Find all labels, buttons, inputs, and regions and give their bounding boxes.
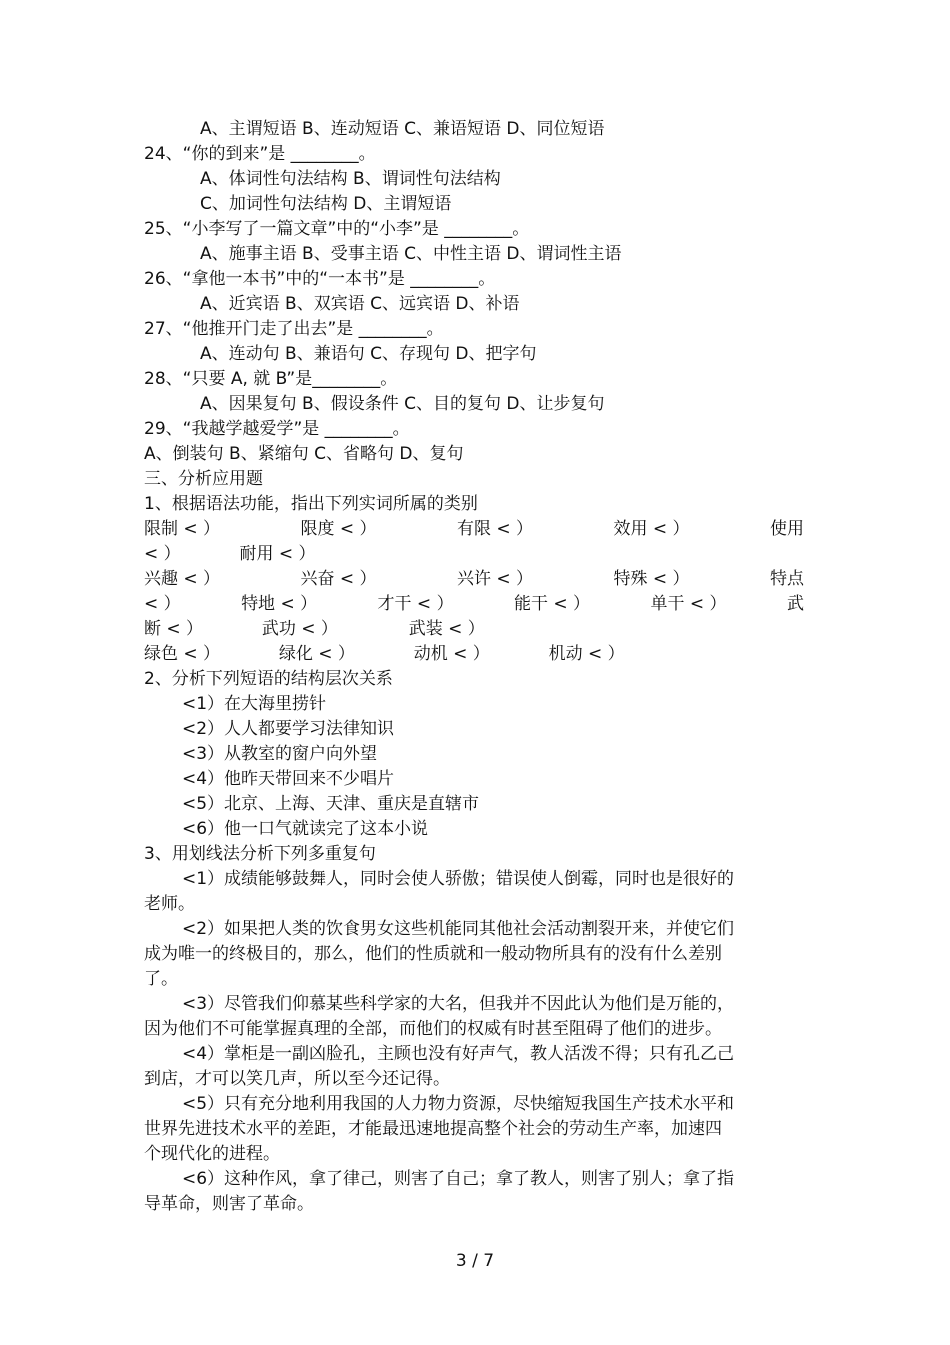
phrase-item: <4）他昨天带回来不少唱片: [182, 769, 395, 789]
word-item: 单干 < ）: [650, 594, 727, 614]
q26-stem: 26、“拿他一本书”中的“一本书”是 ________。: [144, 269, 496, 289]
word-item: 特殊 < ）: [613, 569, 690, 589]
paragraph-line: <4）掌柜是一副凶脸孔，主顾也没有好声气，教人活泼不得；只有孔乙己: [182, 1044, 735, 1064]
word-item: 绿色 < ）: [144, 644, 221, 664]
word-row-4: [144, 643, 625, 665]
paragraph-line: <2）如果把人类的饮食男女这些机能同其他社会活动割裂开来，并使它们: [182, 919, 735, 939]
section-title: 三、分析应用题: [144, 469, 263, 489]
paragraph-line: <1）成绩能够鼓舞人，同时会使人骄傲；错误使人倒霉，同时也是很好的: [182, 869, 735, 889]
word-row-2: [144, 568, 804, 590]
word-item: 能干 < ）: [514, 594, 591, 614]
paragraph-line: 了。: [144, 969, 178, 989]
word-item: 武功 < ）: [261, 619, 338, 639]
word-item: 兴奋 < ）: [300, 569, 377, 589]
word-item: 特地 < ）: [241, 594, 318, 614]
word-item: 兴趣 < ）: [144, 569, 221, 589]
word-item: 限制 < ）: [144, 519, 221, 539]
q24-options-1: A、体词性句法结构 B、谓词性句法结构: [200, 169, 501, 189]
q23-options: A、主谓短语 B、连动短语 C、兼语短语 D、同位短语: [200, 119, 605, 139]
part1-heading: 1、根据语法功能，指出下列实词所属的类别: [144, 494, 478, 514]
q28-options: A、因果复句 B、假设条件 C、目的复句 D、让步复句: [200, 394, 605, 414]
phrase-item: <1）在大海里捞针: [182, 694, 327, 714]
word-item: 断 < ）: [144, 619, 204, 639]
phrase-item: <3）从教室的窗户向外望: [182, 744, 378, 764]
paragraph-line: 因为他们不可能掌握真理的全部，而他们的权威有时甚至阻碍了他们的进步。: [144, 1019, 722, 1039]
word-item: 才干 < ）: [377, 594, 454, 614]
word-item: 限度 < ）: [300, 519, 377, 539]
paragraph-line: 成为唯一的终极目的，那么，他们的性质就和一般动物所具有的没有什么差别: [144, 944, 722, 964]
paragraph-line: <5）只有充分地利用我国的人力物力资源，尽快缩短我国生产技术水平和: [182, 1094, 735, 1114]
word-item: 武: [786, 594, 804, 614]
q27-stem: 27、“他推开门走了出去”是 ________。: [144, 319, 444, 339]
q26-options: A、近宾语 B、双宾语 C、远宾语 D、补语: [200, 294, 520, 314]
paragraph-line: 个现代化的进程。: [144, 1144, 280, 1164]
part3-heading: 3、用划线法分析下列多重复句: [144, 844, 376, 864]
word-item: 有限 < ）: [457, 519, 534, 539]
paragraph-line: 导革命，则害了革命。: [144, 1194, 314, 1214]
word-item: 兴许 < ）: [457, 569, 534, 589]
word-item: 武装 < ）: [408, 619, 485, 639]
word-item: 动机 < ）: [413, 644, 490, 664]
part2-heading: 2、分析下列短语的结构层次关系: [144, 669, 393, 689]
word-row-1: [144, 518, 804, 540]
page-number: 3 / 7: [455, 1251, 495, 1271]
word-item: < ）: [144, 544, 181, 564]
q24-stem: 24、“你的到来”是 ________。: [144, 144, 376, 164]
q28-stem: 28、“只要 A, 就 B”是________。: [144, 369, 398, 389]
q27-options: A、连动句 B、兼语句 C、存现句 D、把字句: [200, 344, 537, 364]
q24-options-2: C、加词性句法结构 D、主谓短语: [200, 194, 452, 214]
word-item: 使用: [770, 519, 804, 539]
phrase-item: <2）人人都要学习法律知识: [182, 719, 395, 739]
word-item: 特点: [770, 569, 804, 589]
word-item: 机动 < ）: [548, 644, 625, 664]
paragraph-line: <6）这种作风，拿了律己，则害了自己；拿了教人，则害了别人；拿了指: [182, 1169, 735, 1189]
q29-options: A、倒装句 B、紧缩句 C、省略句 D、复句: [144, 444, 464, 464]
q25-options: A、施事主语 B、受事主语 C、中性主语 D、谓词性主语: [200, 244, 622, 264]
word-item: 效用 < ）: [613, 519, 690, 539]
word-item: 耐用 < ）: [239, 544, 316, 564]
paragraph-line: 世界先进技术水平的差距，才能最迅速地提高整个社会的劳动生产率，加速四: [144, 1119, 722, 1139]
q25-stem: 25、“小李写了一篇文章”中的“小李”是 ________。: [144, 219, 530, 239]
paragraph-line: <3）尽管我们仰慕某些科学家的大名，但我并不因此认为他们是万能的，: [182, 994, 735, 1014]
paragraph-line: 到店，才可以笑几声，所以至今还记得。: [144, 1069, 450, 1089]
phrase-item: <5）北京、上海、天津、重庆是直辖市: [182, 794, 480, 814]
word-row-1b: [144, 543, 316, 565]
paragraph-line: 老师。: [144, 894, 195, 914]
word-row-2b: [144, 593, 804, 615]
word-item: < ）: [144, 594, 181, 614]
word-row-3: [144, 618, 485, 640]
q29-stem: 29、“我越学越爱学”是 ________。: [144, 419, 410, 439]
word-item: 绿化 < ）: [278, 644, 355, 664]
phrase-item: <6）他一口气就读完了这本小说: [182, 819, 429, 839]
